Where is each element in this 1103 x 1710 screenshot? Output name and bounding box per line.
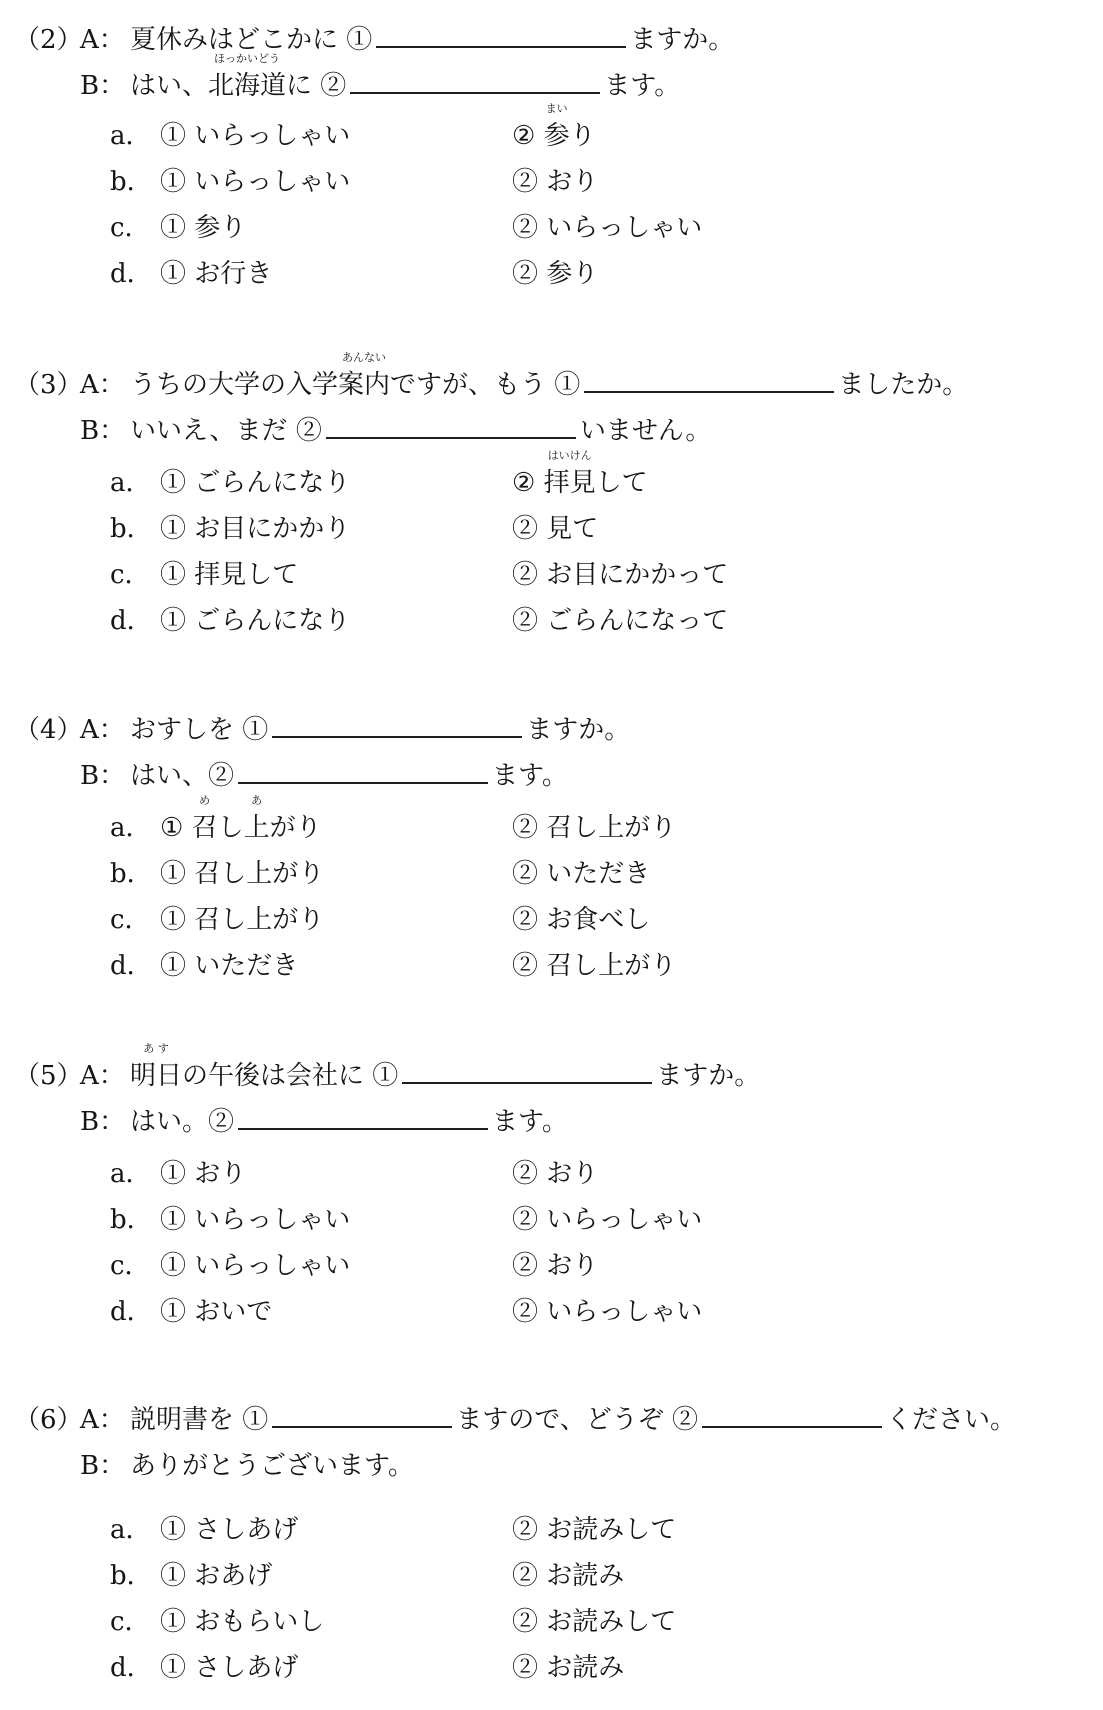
ruby-reading: あんない [342, 351, 387, 364]
answer-blank-2[interactable] [702, 1400, 882, 1428]
option-choice-1: ① おもらいし [160, 1607, 325, 1637]
option-choice-1: ① ごらんになり [160, 606, 351, 636]
option-choice-1: ① さしあげ [160, 1653, 299, 1683]
prompt-text-mid: ますので、どうぞ ② [456, 1405, 699, 1435]
speaker-label: B： [80, 416, 126, 446]
option-choice-2: ② いただき [512, 859, 651, 889]
option-choice-1: ① 召 め し上 あ がり [160, 808, 322, 848]
option-choice-2: ② お食べし [512, 905, 651, 935]
ruby-base: 案内 [338, 370, 391, 400]
ruby-word: 拝見 はいけん [543, 449, 596, 498]
ruby-reading: あ [251, 794, 263, 807]
option-choice-1: ① おあげ [160, 1561, 273, 1591]
prompt-text-end: ますか。 [656, 1061, 761, 1091]
option-choice-1: ① さしあげ [160, 1515, 299, 1545]
option-choice-1: ① おり [160, 1159, 247, 1189]
answer-blank-1[interactable] [402, 1056, 652, 1084]
speaker-label: B： [80, 1451, 126, 1481]
option-choice-1: ① いらっしゃい [160, 1205, 351, 1235]
option-choice-1: ① 拝見して [160, 560, 299, 590]
speaker-label: A： [80, 25, 125, 55]
option-choice-2: ② 見て [512, 514, 599, 544]
option-letter: d． [110, 259, 153, 289]
option-choice-2: ② 参 まい り [512, 116, 596, 156]
option-choice-2: ② 召し上がり [512, 951, 677, 981]
option-choice-1: ① いらっしゃい [160, 1251, 351, 1281]
prompt-text-end: ますか。 [526, 715, 631, 745]
ruby-reading: め [199, 794, 211, 807]
option-choice-1: ① 参り [160, 213, 247, 243]
question-number: （4） [14, 715, 83, 745]
answer-blank-1[interactable] [272, 710, 522, 738]
option-choice-1: ① お目にかかり [160, 514, 351, 544]
option-letter: a． [110, 1515, 152, 1545]
answer-blank-2[interactable] [326, 411, 576, 439]
prompt-text-end: ます。 [492, 1107, 568, 1137]
option-letter: c． [110, 213, 151, 243]
ruby-word: 参 まい [543, 102, 570, 151]
speaker-label: A： [80, 715, 125, 745]
prompt-text-end: ください。 [886, 1405, 1017, 1435]
option-letter: b． [110, 1205, 153, 1235]
prompt-text: おすしを ① [130, 715, 269, 745]
option-choice-2: ② 参り [512, 259, 599, 289]
option-choice-1: ① 召し上がり [160, 859, 325, 889]
option-letter: b． [110, 514, 153, 544]
option-letter: c． [110, 1607, 151, 1637]
ruby-word [208, 52, 287, 106]
ruby-word: 召 め [191, 794, 218, 843]
answer-blank-1[interactable] [376, 20, 626, 48]
option-letter: d． [110, 606, 153, 636]
prompt-text-end: ますか。 [630, 25, 735, 55]
ruby-word: 上 あ [243, 794, 270, 843]
prompt-text: 説明書を ① [130, 1405, 269, 1435]
prompt-text: はい、 [130, 71, 209, 101]
option-choice-1: ① 召し上がり [160, 905, 325, 935]
option-choice-2: ② いらっしゃい [512, 1297, 703, 1327]
option-choice-1: ① いただき [160, 951, 299, 981]
ruby-word [130, 1042, 183, 1096]
option-choice-1: ① ごらんになり [160, 468, 351, 498]
option-letter: d． [110, 1653, 153, 1683]
question-number: （6） [14, 1405, 83, 1435]
prompt-text: はい。② [130, 1107, 235, 1137]
option-choice-1: ① お行き [160, 259, 273, 289]
option-choice-2: ② 召し上がり [512, 813, 677, 843]
prompt-text: うちの大学の入学 [130, 370, 339, 400]
speaker-label: B： [80, 761, 126, 791]
option-letter: a． [110, 1159, 152, 1189]
option-choice-2: ② おり [512, 1159, 599, 1189]
question-number: （5） [14, 1061, 83, 1091]
speaker-label: A： [80, 370, 125, 400]
prompt-text-end: ましたか。 [838, 370, 969, 400]
option-choice-1: ① おいで [160, 1297, 273, 1327]
speaker-label: B： [80, 1107, 126, 1137]
option-letter: a． [110, 468, 152, 498]
option-letter: b． [110, 167, 153, 197]
prompt-text-2: に ② [286, 71, 347, 101]
option-choice-2: ② お読みして [512, 1515, 677, 1545]
prompt-text-end: ます。 [492, 761, 568, 791]
option-letter: b． [110, 1561, 153, 1591]
ruby-word [338, 351, 391, 405]
ruby-base: 北海道 [208, 71, 287, 101]
option-letter: d． [110, 1297, 153, 1327]
option-choice-2: ② いらっしゃい [512, 1205, 703, 1235]
prompt-text-end: いません。 [579, 416, 712, 446]
answer-blank-2[interactable] [350, 66, 600, 94]
option-choice-2: ② おり [512, 167, 599, 197]
ruby-reading: ほっかいどう [214, 52, 281, 65]
option-choice-1: ① いらっしゃい [160, 167, 351, 197]
option-choice-2: ② お目にかかって [512, 560, 729, 590]
option-letter: a． [110, 813, 152, 843]
prompt-text-2: の午後は会社に ① [182, 1061, 399, 1091]
question-number: （2） [14, 25, 83, 55]
prompt-text: はい、② [130, 761, 235, 791]
option-choice-2: ② お読みして [512, 1607, 677, 1637]
prompt-text: いいえ、まだ ② [130, 416, 322, 446]
option-letter: c． [110, 1251, 151, 1281]
prompt-text: 夏休みはどこかに ① [130, 25, 373, 55]
answer-blank-1[interactable] [272, 1400, 452, 1428]
option-letter: a． [110, 121, 152, 151]
speaker-label: B： [80, 71, 126, 101]
option-choice-1: ① いらっしゃい [160, 121, 351, 151]
answer-blank-1[interactable] [584, 365, 834, 393]
answer-blank-2[interactable] [238, 1102, 488, 1130]
option-choice-2: ② お読み [512, 1653, 625, 1683]
option-choice-2: ② 拝見 はいけん して [512, 463, 648, 503]
speaker-label: A： [80, 1061, 125, 1091]
ruby-reading: はいけん [547, 449, 592, 462]
ruby-base: 明日 [130, 1061, 183, 1091]
prompt-text: ありがとうございます。 [130, 1451, 414, 1481]
ruby-reading: あ す [143, 1042, 169, 1055]
option-letter: b． [110, 859, 153, 889]
option-letter: c． [110, 560, 151, 590]
answer-blank-2[interactable] [238, 756, 488, 784]
prompt-text-end: ます。 [604, 71, 681, 101]
speaker-label: A： [80, 1405, 125, 1435]
ruby-reading: まい [545, 102, 568, 115]
option-letter: c． [110, 905, 151, 935]
option-letter: d． [110, 951, 153, 981]
question-number: （3） [14, 370, 83, 400]
prompt-text-2: ですが、もう ① [390, 370, 581, 400]
option-choice-2: ② おり [512, 1251, 599, 1281]
option-choice-2: ② ごらんになって [512, 606, 729, 636]
option-choice-2: ② お読み [512, 1561, 625, 1591]
option-choice-2: ② いらっしゃい [512, 213, 703, 243]
